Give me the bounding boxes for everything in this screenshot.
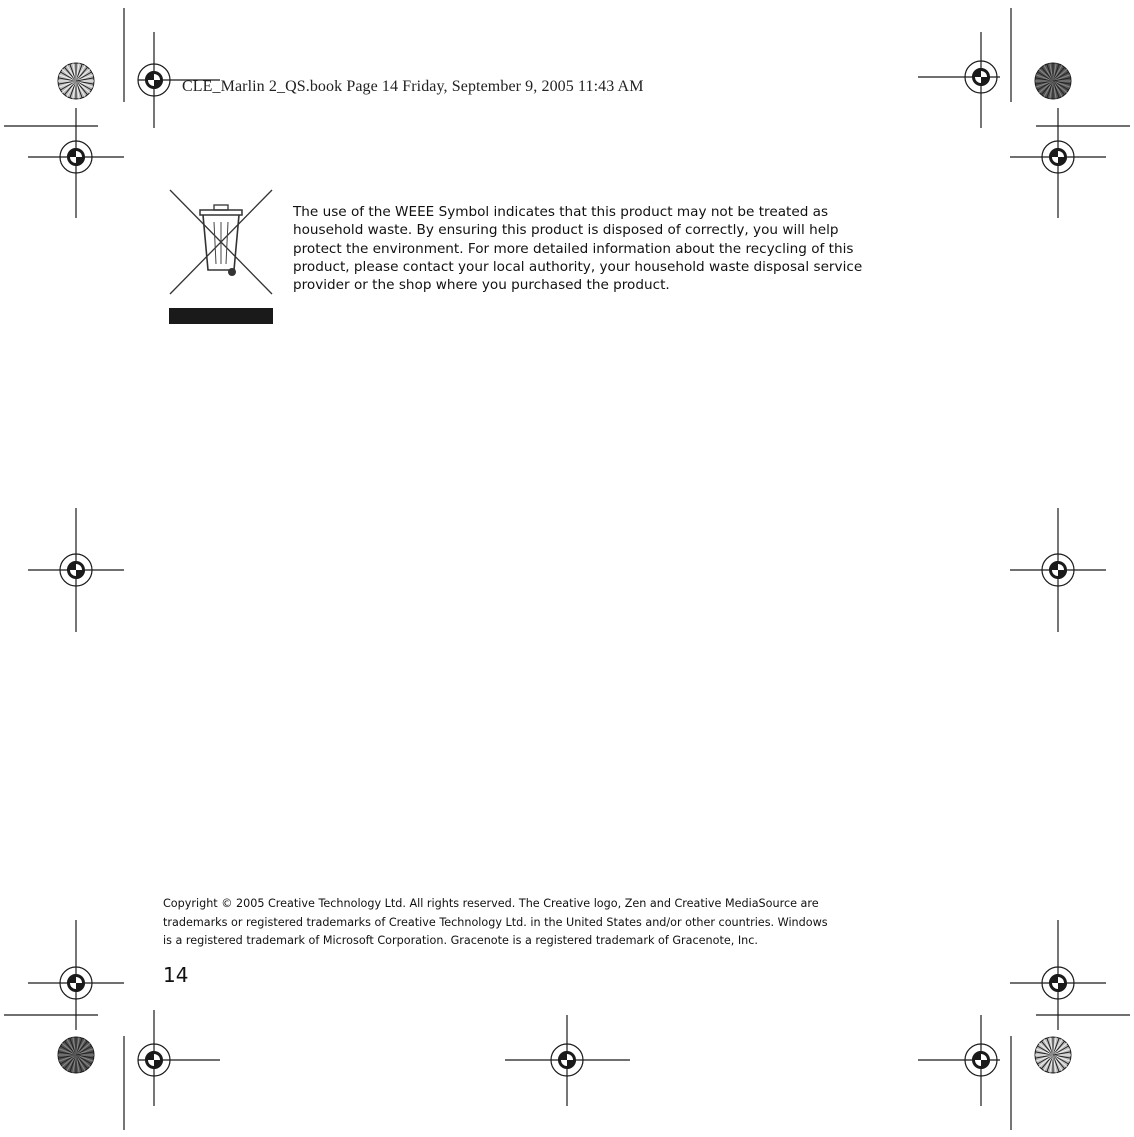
color-wheel-icon [1035,1037,1071,1073]
color-wheel-icon [58,1037,94,1073]
weee-notice-line: The use of the WEEE Symbol indicates that this product may not be treated as [293,204,829,220]
weee-notice-text [293,203,933,294]
crossed-out-wheelie-bin-icon [168,188,274,326]
weee-notice-line: household waste. By ensuring this product is disposed of correctly, you will help [293,222,839,239]
copyright-line: trademarks or registered trademarks of Creative Technology Ltd. in the United States and/or other countries. Windows [163,915,828,929]
copyright-notice [163,895,963,951]
weee-notice-line: product, please contact your local authority, your household waste disposal service [293,258,863,275]
weee-notice-line: protect the environment. For more detailed information about the recycling of this [293,240,854,257]
color-wheel-icon [1035,63,1071,99]
color-wheel-icon [58,63,94,99]
copyright-line: Copyright © 2005 Creative Technology Ltd. All rights reserved. The Creative logo, Zen and Creative MediaSource are [163,897,819,910]
copyright-line: is a registered trademark of Microsoft Corporation. Gracenote is a registered trademark of Gracenote, Inc. [163,934,758,948]
weee-notice-line: provider or the shop where you purchased the product. [293,277,670,294]
page-number: 14 [163,963,189,987]
book-header-line: CLE_Marlin 2_QS.book Page 14 Friday, September 9, 2005 11:43 AM [182,78,644,95]
